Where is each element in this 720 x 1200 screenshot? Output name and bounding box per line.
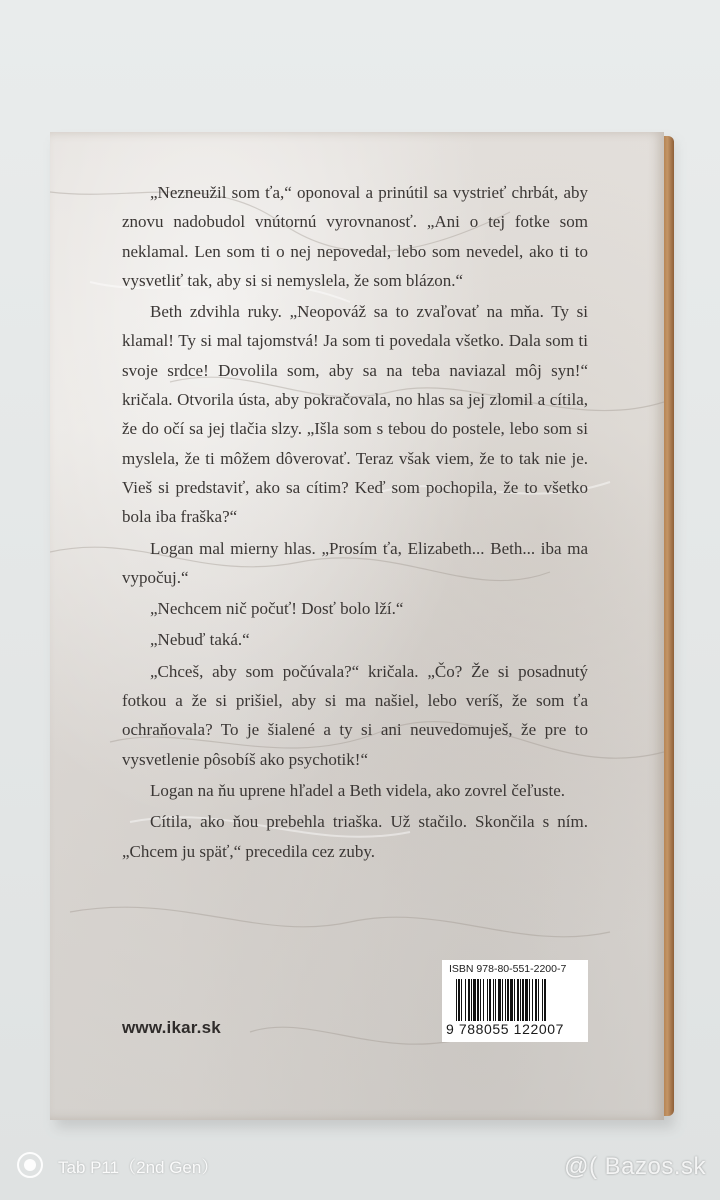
excerpt-paragraph: „Nezneužil som ťa,“ oponoval a prinútil sa vystrieť chrbát, aby znovu nadobudol vnútornú vyrovnanosť. „Ani o tej fotke som neklamal. Len som ti o nej nepovedal, lebo som nevedel, ako ti to vysvetliť tak, aby si si nemyslela, že som blázon.“ xyxy=(122,183,588,290)
publisher-website: www.ikar.sk xyxy=(122,1018,221,1037)
site-watermark: @( Bazos.sk xyxy=(564,1153,706,1180)
device-watermark xyxy=(16,1150,218,1180)
book-back-cover xyxy=(50,132,664,1120)
excerpt-paragraph: Beth zdvihla ruky. „Neopováž sa to zvaľovať na mňa. Ty si klamal! Ty si mal tajomstvá! Ja som ti povedala všetko. Dala som ti svoje srdce! Dovolila som, aby sa na teba naviazal môj syn!“ kričala. Otvorila ústa, aby pokračovala, no hlas sa jej zlomil a cítila, že do očí sa jej tlačia slzy. „Išla som s tebou do postele, lebo som si myslela, že ti môžem dôverovať. Teraz však viem, že to tak nie je. Vieš si predstaviť, ako sa cítim? Keď som pochopila, že to všetko bola iba fraška?“ xyxy=(122,302,588,527)
excerpt-paragraph: „Nebuď taká.“ xyxy=(150,630,250,650)
book-excerpt xyxy=(122,178,588,868)
camera-lens-icon xyxy=(16,1151,44,1179)
excerpt-paragraph: Logan mal mierny hlas. „Prosím ťa, Elizabeth... Beth... iba ma vypočuj.“ xyxy=(122,538,588,587)
barcode-digits: 9 788055 122007 xyxy=(446,1021,564,1037)
excerpt-paragraph: „Nechcem nič počuť! Dosť bolo lží.“ xyxy=(150,599,404,619)
excerpt-paragraph: Logan na ňu uprene hľadel a Beth videla, ako zovrel čeľuste. xyxy=(150,780,566,800)
excerpt-paragraph: Cítila, ako ňou prebehla triaška. Už stačilo. Skončila s ním. „Chcem ju späť,“ precedila cez zuby. xyxy=(122,812,588,861)
barcode-icon xyxy=(456,979,580,1021)
excerpt-paragraph: „Chceš, aby som počúvala?“ kričala. „Čo? Že si posadnutý fotkou a že si prišiel, aby si ma našiel, lebo veríš, že som ťa ochraňovala? To je šialené a ty si ani neuvedomuješ, že pre to vysvetlenie pôsobíš ako psychotik!“ xyxy=(122,661,588,769)
isbn-label: ISBN 978-80-551-2200-7 xyxy=(449,963,567,975)
isbn-barcode xyxy=(442,960,588,1042)
device-name: Tab P11（2nd Gen） xyxy=(58,1157,219,1177)
